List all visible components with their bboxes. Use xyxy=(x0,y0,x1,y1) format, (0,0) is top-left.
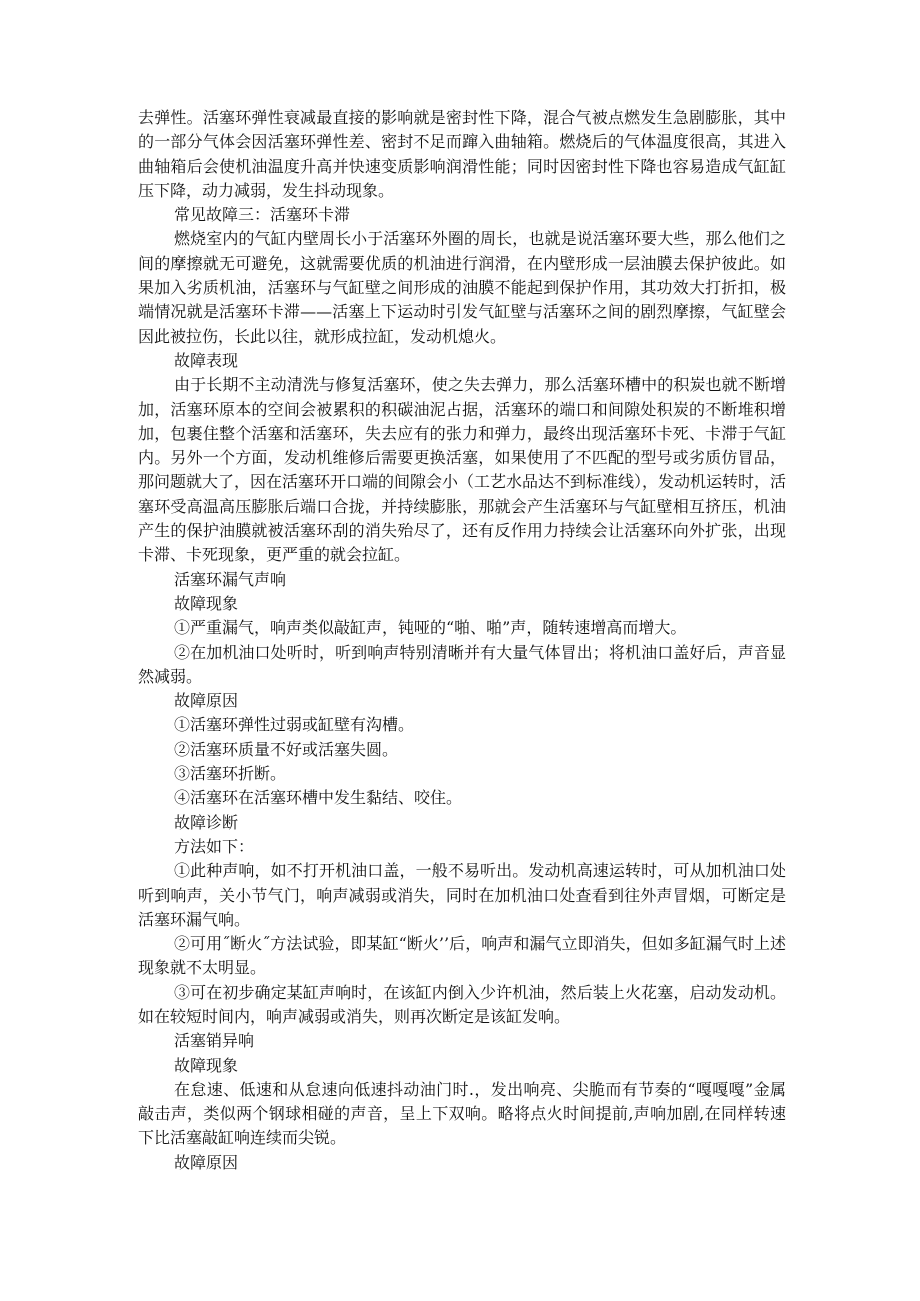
list-item-cause-1: ①活塞环弹性过弱或缸壁有沟槽。 xyxy=(174,715,415,735)
subheading-fault-manifestation: 故障表现 xyxy=(174,350,239,370)
list-item-diagnosis-3: ③可在初步确定某缸声响时，在该缸内倒入少许机油，然后装上火花塞，启动发动机。如在较短时间内，响声减弱或消失，则再次断定是该缸发响。 xyxy=(138,982,786,1026)
subheading-causes: 故障原因 xyxy=(174,691,239,711)
subheading-symptoms: 故障现象 xyxy=(174,593,239,613)
document-body xyxy=(138,106,786,1175)
subheading-symptoms-pin: 故障现象 xyxy=(174,1055,239,1075)
section-heading-fault-3: 常见故障三：活塞环卡滞 xyxy=(174,205,351,225)
list-item-cause-3: ③活塞环折断。 xyxy=(174,764,287,784)
list-item-diagnosis-1: ①此种声响，如不打开机油口盖，一般不易听出。发动机高速运转时，可从加机油口处听到响声，关小节气门，响声减弱或消失，同时在加机油口处查看到往外声冒烟，可断定是活塞环漏气响。 xyxy=(138,861,786,929)
diagnosis-intro: 方法如下： xyxy=(174,836,255,856)
subheading-causes-pin: 故障原因 xyxy=(174,1152,239,1172)
subheading-diagnosis: 故障诊断 xyxy=(174,812,239,832)
paragraph-0: 去弹性。活塞环弹性衰减最直接的影响就是密封性下降，混合气被点燃发生急剧膨胀，其中的一部分气体会因活塞环弹性差、密封不足而蹿入曲轴箱。燃烧后的气体温度很高，其进入曲轴箱后会使机油温度升高并快速变质影响润滑性能；同时因密封性下降也容易造成气缸缸压下降，动力减弱，发生抖动现象。 xyxy=(138,108,786,200)
paragraph-4: 由于长期不主动清洗与修复活塞环，使之失去弹力，那么活塞环槽中的积炭也就不断增加，活塞环原本的空间会被累积的积碳油泥占据，活塞环的端口和间隙处积炭的不断堆积增加，包裹住整个活塞和活塞环，失去应有的张力和弹力，最终出现活塞环卡死、卡滞于气缸内。另外一个方面，发动机维修后需要更换活塞，如果使用了不匹配的型号或劣质仿冒品，那问题就大了，因在活塞环开口端的间隙会小（工艺水品达不到标准线），发动机运转时，活塞环受高温高压膨胀后端口合拢，并持续膨胀，那就会产生活塞环与气缸壁相互挤压，机油产生的保护油膜就被活塞环刮的消失殆尽了，还有反作用力持续会让活塞环向外扩张，出现卡滞、卡死现象，更严重的就会拉缸。 xyxy=(138,375,787,565)
section-heading-piston-pin-noise: 活塞销异响 xyxy=(174,1031,255,1051)
paragraph-pin-symptom: 在怠速、低速和从怠速向低速抖动油门时.，发出响亮、尖脆而有节奏的“嘎嘎嘎”金属敲击声，类似两个钢球相碰的声音，呈上下双响。略将点火时间提前,声响加剧,在同样转速下比活塞敲缸响连续而尖锐。 xyxy=(138,1079,786,1148)
paragraph-2: 燃烧室内的气缸内壁周长小于活塞环外圈的周长，也就是说活塞环要大些，那么他们之间的摩擦就无可避免，这就需要优质的机油进行润滑，在内壁形成一层油膜去保护彼此。如果加入劣质机油，活塞环与气缸壁之间形成的油膜不能起到保护作用，其功效大打折扣，极端情况就是活塞环卡滞——活塞上下运动时引发气缸壁与活塞环之间的剧烈摩擦，气缸壁会因此被拉伤，长此以往，就形成拉缸，发动机熄火。 xyxy=(138,229,786,346)
list-item-diagnosis-2: ②可用˝断火˝方法试验，即某缸“断火’’后，响声和漏气立即消失，但如多缸漏气时上述现象就不太明显。 xyxy=(138,934,786,978)
list-item-symptom-1: ①严重漏气，响声类似敲缸声，钝哑的“啪、啪”声，随转速增高而增大。 xyxy=(174,618,687,638)
section-heading-ring-leak-noise: 活塞环漏气声响 xyxy=(174,569,287,589)
list-item-cause-2: ②活塞环质量不好或活塞失圆。 xyxy=(174,739,399,759)
list-item-symptom-2: ②在加机油口处听时，听到响声特别清晰并有大量气体冒出；将机油口盖好后，声音显然减弱。 xyxy=(138,642,786,686)
list-item-cause-4: ④活塞环在活塞环槽中发生黏结、咬住。 xyxy=(174,788,463,808)
